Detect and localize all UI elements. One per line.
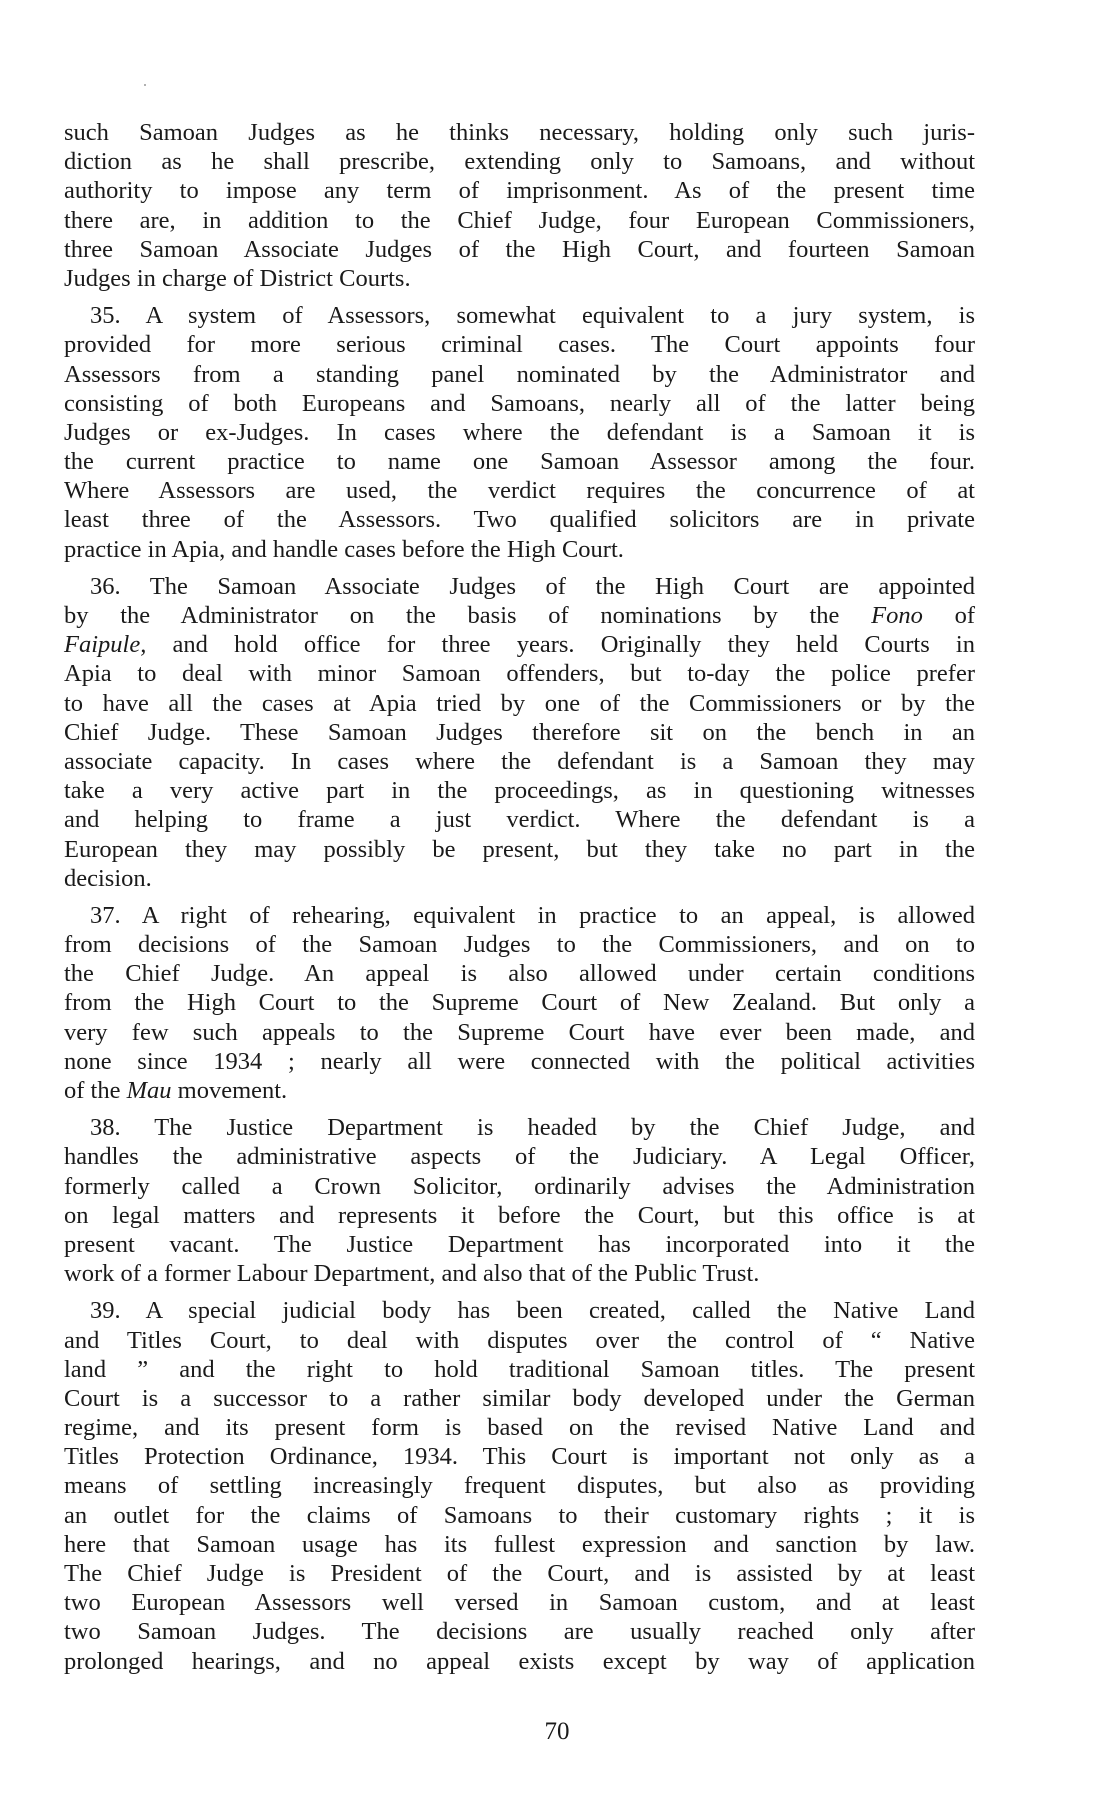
text-segment: an outlet for the claims of Samoans to their customary rights ; it is <box>64 1501 975 1529</box>
text-line <box>64 1142 975 1171</box>
text-segment: 39. A special judicial body has been created, called the Native Land <box>90 1297 975 1325</box>
text-segment: associate capacity. In cases where the defendant is a Samoan they may <box>64 747 975 775</box>
text-line <box>64 901 975 930</box>
text-line <box>64 835 975 864</box>
text-segment: the Chief Judge. An appeal is also allowed under certain conditions <box>64 960 975 988</box>
text-segment: and hold office for three years. Originally they held Courts in <box>146 631 975 659</box>
text-line <box>64 718 975 747</box>
text-segment: and helping to frame a just verdict. Where the defendant is a <box>64 806 975 834</box>
text-segment: consisting of both Europeans and Samoans, nearly all of the latter being <box>64 389 975 417</box>
text-line <box>64 1588 975 1617</box>
text-segment: two European Assessors well versed in Samoan custom, and at least <box>64 1589 975 1617</box>
text-line <box>64 235 975 264</box>
text-segment: 37. A right of rehearing, equivalent in practice to an appeal, is allowed <box>90 901 975 929</box>
text-line <box>64 418 975 447</box>
text-segment: diction as he shall prescribe, extending only to Samoans, and without <box>64 148 975 176</box>
text-segment: Where Assessors are used, the verdict requires the concurrence of at <box>64 477 975 505</box>
text-line <box>64 505 975 534</box>
text-line <box>64 930 975 959</box>
text-segment: means of settling increasingly frequent disputes, but also as providing <box>64 1472 975 1500</box>
text-line <box>64 805 975 834</box>
text-segment: of <box>922 602 975 629</box>
text-line <box>64 659 975 688</box>
text-line <box>64 776 975 805</box>
text-line <box>64 1384 975 1413</box>
text-segment: two Samoan Judges. The decisions are usually reached only after <box>64 1618 975 1646</box>
text-line <box>64 1530 975 1559</box>
paragraph <box>64 118 975 293</box>
text-line <box>64 330 975 359</box>
text-line <box>64 747 975 776</box>
text-segment: present vacant. The Justice Department has incorporated into it the <box>64 1230 975 1258</box>
text-segment: to have all the cases at Apia tried by one of the Commissioners or by the <box>64 689 975 717</box>
text-line <box>64 1201 975 1230</box>
text-line <box>64 959 975 988</box>
text-line <box>64 147 975 176</box>
paragraph <box>64 301 975 564</box>
text-line <box>64 360 975 389</box>
text-segment: from the High Court to the Supreme Court of New Zealand. But only a <box>64 989 975 1017</box>
text-segment: work of a former Labour Department, and also that of the Public Trust. <box>64 1260 760 1288</box>
text-segment: provided for more serious criminal cases. The Court appoints four <box>64 331 975 359</box>
scan-speck <box>144 84 146 86</box>
text-segment: of the <box>64 1077 127 1104</box>
text-segment: least three of the Assessors. Two qualified solicitors are in private <box>64 506 975 534</box>
text-segment: Titles Protection Ordinance, 1934. This Court is important not only as a <box>64 1443 975 1471</box>
paragraph <box>64 1113 975 1288</box>
text-line <box>64 1501 975 1530</box>
text-line <box>64 864 975 893</box>
text-segment: decision. <box>64 864 152 892</box>
text-line <box>64 264 975 293</box>
page-number: 70 <box>544 1718 570 1745</box>
text-segment: from decisions of the Samoan Judges to the Commissioners, and on to <box>64 931 975 959</box>
text-segment: there are, in addition to the Chief Judge, four European Commissioners, <box>64 206 975 234</box>
text-line <box>64 1471 975 1500</box>
text-segment: land ” and the right to hold traditional Samoan titles. The present <box>64 1355 975 1383</box>
text-segment: here that Samoan usage has its fullest expression and sanction by law. <box>64 1530 975 1558</box>
text-line <box>64 1355 975 1384</box>
text-line <box>64 447 975 476</box>
text-line <box>64 1296 975 1325</box>
italic-term: Fono <box>871 602 923 629</box>
text-segment: regime, and its present form is based on the revised Native Land and <box>64 1414 975 1442</box>
text-line <box>64 1617 975 1646</box>
text-segment: on legal matters and represents it before the Court, but this office is at <box>64 1201 975 1229</box>
text-line <box>64 1559 975 1588</box>
text-line <box>64 1230 975 1259</box>
text-line <box>64 1326 975 1355</box>
text-segment: practice in Apia, and handle cases before the High Court. <box>64 535 624 563</box>
text-segment: Chief Judge. These Samoan Judges therefore sit on the bench in an <box>64 718 975 746</box>
text-segment: 35. A system of Assessors, somewhat equivalent to a jury system, is <box>90 302 975 330</box>
text-line <box>64 476 975 505</box>
text-line <box>64 572 975 601</box>
paragraph <box>64 572 975 893</box>
text-segment: none since 1934 ; nearly all were connected with the political activities <box>64 1047 975 1075</box>
paragraph <box>64 1296 975 1675</box>
text-line <box>64 206 975 235</box>
italic-term: Mau <box>126 1077 172 1104</box>
text-line <box>64 1076 975 1105</box>
text-segment: 38. The Justice Department is headed by the Chief Judge, and <box>90 1114 975 1142</box>
text-segment: take a very active part in the proceedings, as in questioning witnesses <box>64 777 975 805</box>
text-line <box>64 630 975 659</box>
text-segment: European they may possibly be present, but they take no part in the <box>64 835 975 863</box>
text-segment: formerly called a Crown Solicitor, ordinarily advises the Administration <box>64 1172 975 1200</box>
text-line <box>64 988 975 1017</box>
paragraph <box>64 901 975 1105</box>
text-segment: by the Administrator on the basis of nominations by the <box>64 602 872 629</box>
text-line <box>64 301 975 330</box>
text-line <box>64 1113 975 1142</box>
text-segment: such Samoan Judges as he thinks necessary, holding only such juris- <box>64 119 975 146</box>
text-segment: prolonged hearings, and no appeal exists except by way of application <box>64 1647 975 1675</box>
text-segment: Judges or ex-Judges. In cases where the defendant is a Samoan it is <box>64 418 975 446</box>
text-line <box>64 1647 975 1676</box>
text-segment: The Chief Judge is President of the Court, and is assisted by at least <box>64 1560 975 1587</box>
text-line <box>64 1413 975 1442</box>
text-line <box>64 389 975 418</box>
text-segment: 36. The Samoan Associate Judges of the High Court are appointed <box>90 572 975 600</box>
text-segment: Judges in charge of District Courts. <box>64 264 411 292</box>
text-line <box>64 176 975 205</box>
text-segment: very few such appeals to the Supreme Court have ever been made, and <box>64 1018 975 1046</box>
text-segment: handles the administrative aspects of the Judiciary. A Legal Officer, <box>64 1143 975 1171</box>
italic-term: Faipule, <box>64 631 147 659</box>
text-line <box>64 601 975 630</box>
text-line <box>64 1172 975 1201</box>
text-line <box>64 118 975 147</box>
text-segment: Court is a successor to a rather similar body developed under the German <box>64 1384 975 1412</box>
text-line <box>64 1259 975 1288</box>
text-line <box>64 689 975 718</box>
text-line <box>64 535 975 564</box>
body-text <box>64 118 975 1684</box>
text-line <box>64 1018 975 1047</box>
text-segment: movement. <box>171 1077 288 1104</box>
text-segment: and Titles Court, to deal with disputes over the control of “ Native <box>64 1326 975 1354</box>
text-line <box>64 1047 975 1076</box>
text-segment: Assessors from a standing panel nominated by the Administrator and <box>64 360 975 388</box>
text-segment: the current practice to name one Samoan Assessor among the four. <box>64 448 975 476</box>
text-segment: authority to impose any term of imprisonment. As of the present time <box>64 177 975 205</box>
text-line <box>64 1442 975 1471</box>
text-segment: Apia to deal with minor Samoan offenders, but to-day the police prefer <box>64 660 975 688</box>
text-segment: three Samoan Associate Judges of the High Court, and fourteen Samoan <box>64 235 975 263</box>
